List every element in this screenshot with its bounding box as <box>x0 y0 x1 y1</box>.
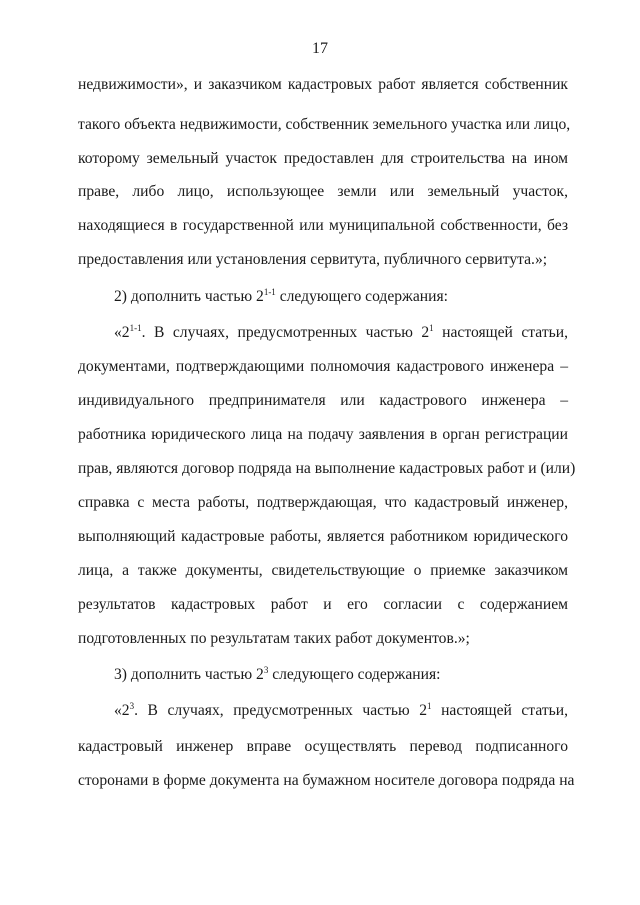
text-line-2: такого объекта недвижимости, собственник земельного участка или лицо, <box>78 116 571 133</box>
text-line-19 <box>114 701 568 721</box>
text-fragment: следующего содержания: <box>275 288 448 305</box>
text-fragment: настоящей статьи, <box>433 324 568 341</box>
text-line-9: документами, подтверждающими полномочия кадастрового инженера – <box>78 358 568 375</box>
text-fragment: «2 <box>114 324 130 341</box>
superscript: 3 <box>263 665 269 675</box>
text-line-11: работника юридического лица на подачу заявления в орган регистрации <box>78 426 568 443</box>
text-line-8 <box>114 323 568 343</box>
text-line-21: сторонами в форме документа на бумажном носителе договора подряда на <box>78 772 575 789</box>
text-fragment: 2) дополнить частью 2 <box>114 288 264 305</box>
superscript: 1-1 <box>263 287 276 297</box>
text-line-4: праве, либо лицо, использующее земли или земельный участок, <box>78 183 568 200</box>
text-fragment: . В случаях, предусмотренных частью 2 <box>134 702 428 719</box>
text-line-13: справка с места работы, подтверждающая, что кадастровый инженер, <box>78 494 568 511</box>
superscript: 1 <box>429 323 434 333</box>
text-line-10: индивидуального предпринимателя или кадастрового инженера – <box>78 392 568 409</box>
text-line-12: прав, являются договор подряда на выполнение кадастровых работ и (или) <box>78 460 576 477</box>
text-line-14: выполняющий кадастровые работы, является работником юридического <box>78 528 568 545</box>
text-line-20: кадастровый инженер вправе осуществлять перевод подписанного <box>78 738 568 755</box>
text-line-6: предоставления или установления сервитута, публичного сервитута.»; <box>78 251 548 268</box>
text-line-3: которому земельный участок предоставлен для строительства на ином <box>78 150 568 167</box>
superscript: 3 <box>129 701 135 711</box>
text-line-15: лица, а также документы, свидетельствующие о приемке заказчиком <box>78 562 568 579</box>
text-line-17: подготовленных по результатам таких работ документов.»; <box>78 630 470 647</box>
superscript: 1 <box>427 701 432 711</box>
text-line-5: находящиеся в государственной или муниципальной собственности, без <box>78 217 568 234</box>
text-line-18 <box>114 665 568 685</box>
text-fragment: «2 <box>114 702 130 719</box>
text-fragment: . В случаях, предусмотренных частью 2 <box>141 324 430 341</box>
page-number: 17 <box>312 40 328 57</box>
text-fragment: следующего содержания: <box>268 666 441 683</box>
text-fragment: 3) дополнить частью 2 <box>114 666 264 683</box>
superscript: 1-1 <box>129 323 142 333</box>
text-line-16: результатов кадастровых работ и его согласии с содержанием <box>78 596 568 613</box>
text-line-1: недвижимости», и заказчиком кадастровых работ является собственник <box>78 76 568 93</box>
text-fragment: настоящей статьи, <box>431 702 569 719</box>
text-line-7 <box>114 287 568 307</box>
